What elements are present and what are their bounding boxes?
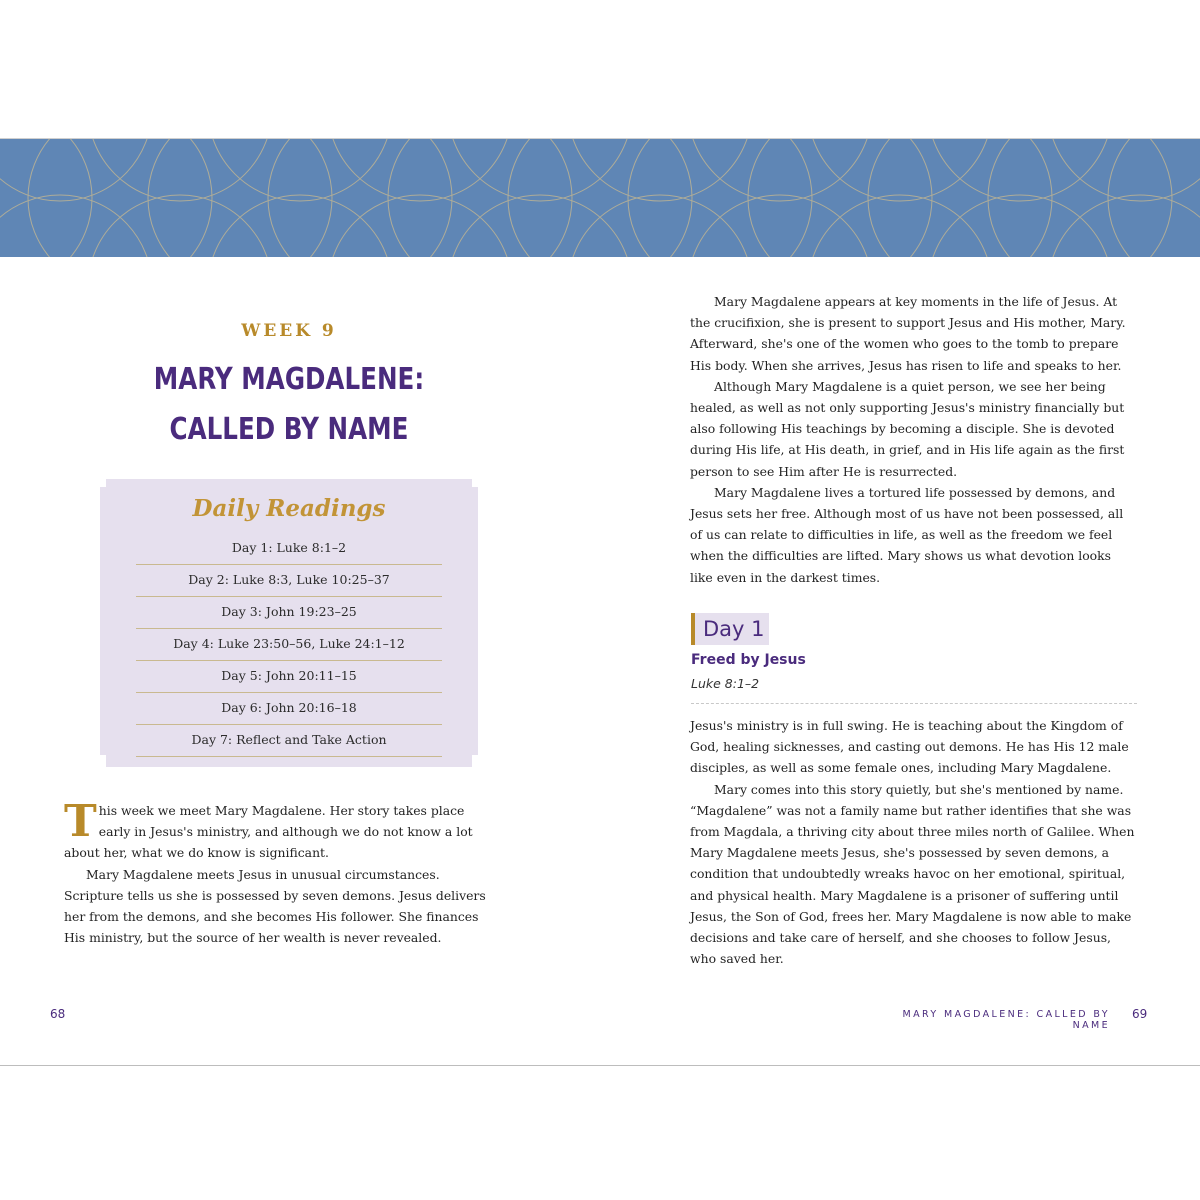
day-scripture-reference: Luke 8:1–2 [691, 676, 760, 691]
reading-item: Day 1: Luke 8:1–2 [136, 533, 442, 565]
page-number-left: 68 [50, 1007, 66, 1021]
reading-item: Day 4: Luke 23:50–56, Luke 24:1–12 [136, 629, 442, 661]
running-title: MARY MAGDALENE: CALLED BY NAME [902, 1009, 1110, 1031]
daily-readings-list [136, 533, 442, 757]
decorative-banner [0, 139, 1200, 257]
chapter-title-line2: CALLED BY NAME [169, 412, 409, 447]
right-intro-paragraph-1: Mary Magdalene appears at key moments in the life of Jesus. At the crucifixion, she is present to support Jesus and His mother, Mary. Afterward, she's one of the women who goes to the tomb to prepare His body. When she arrives, Jesus has risen to life and speaks to her. [690, 294, 1126, 373]
day-heading: Day 1 [691, 613, 769, 645]
drop-cap: T [64, 796, 97, 847]
reading-item: Day 3: John 19:23–25 [136, 597, 442, 629]
book-spread [0, 138, 1200, 1066]
daily-readings-heading: Daily Readings [192, 495, 386, 522]
left-page-body [64, 796, 496, 948]
reading-item: Day 5: John 20:11–15 [136, 661, 442, 693]
page-number-right: 69 [1132, 1007, 1148, 1021]
day-body [690, 715, 1136, 969]
day-subtitle: Freed by Jesus [691, 652, 806, 668]
right-page-intro [690, 291, 1136, 588]
week-label: WEEK 9 [241, 321, 337, 341]
intro-paragraph-1-text: his week we meet Mary Magdalene. Her story takes place early in Jesus's ministry, and although we do not know a lot about her, what we do know is significant. [64, 803, 473, 861]
chapter-title [142, 355, 436, 455]
daily-readings-box [106, 479, 472, 767]
divider [691, 703, 1137, 704]
intro-paragraph-1 [64, 796, 496, 864]
chapter-title-line1: MARY MAGDALENE: [153, 362, 425, 397]
intro-paragraph-2: Mary Magdalene meets Jesus in unusual circumstances. Scripture tells us she is possessed by seven demons. Jesus delivers her from the demons, and she becomes His follower. She finances His ministry, but the source of her wealth is never revealed. [64, 866, 486, 946]
reading-item: Day 6: John 20:16–18 [136, 693, 442, 725]
reading-item: Day 7: Reflect and Take Action [136, 725, 442, 757]
day-paragraph-1: Jesus's ministry is in full swing. He is teaching about the Kingdom of God, healing sicknesses, and casting out demons. He has His 12 male disciples, as well as some female ones, including Mary Magdalene. [690, 718, 1129, 776]
reading-item: Day 2: Luke 8:3, Luke 10:25–37 [136, 565, 442, 597]
right-intro-paragraph-3: Mary Magdalene lives a tortured life possessed by demons, and Jesus sets her free. Although most of us have not been possessed, all of us can relate to difficulties in life, as well as the freedom we feel when the difficulties are lifted. Mary shows us what devotion looks like even in the darkest times. [690, 484, 1124, 585]
banner-pattern [0, 139, 1200, 257]
right-intro-paragraph-2: Although Mary Magdalene is a quiet person, we see her being healed, as well as not only supporting Jesus's ministry financially but also following His teachings by becoming a disciple. She is devoted during His life, at His death, in grief, and in His life again as the first person to see Him after He is resurrected. [690, 378, 1125, 479]
day-paragraph-2: Mary comes into this story quietly, but she's mentioned by name. “Magdalene” was not a family name but rather identifies that she was from Magdala, a thriving city about three miles north of Galilee. When Mary Magdalene meets Jesus, she's possessed by seven demons, a condition that undoubtedly wreaks havoc on her emotional, spiritual, and physical health. Mary Magdalene is a prisoner of suffering until Jesus, the Son of God, frees her. Mary Magdalene is now able to make decisions and take care of herself, and she chooses to follow Jesus, who saved her. [690, 781, 1135, 967]
